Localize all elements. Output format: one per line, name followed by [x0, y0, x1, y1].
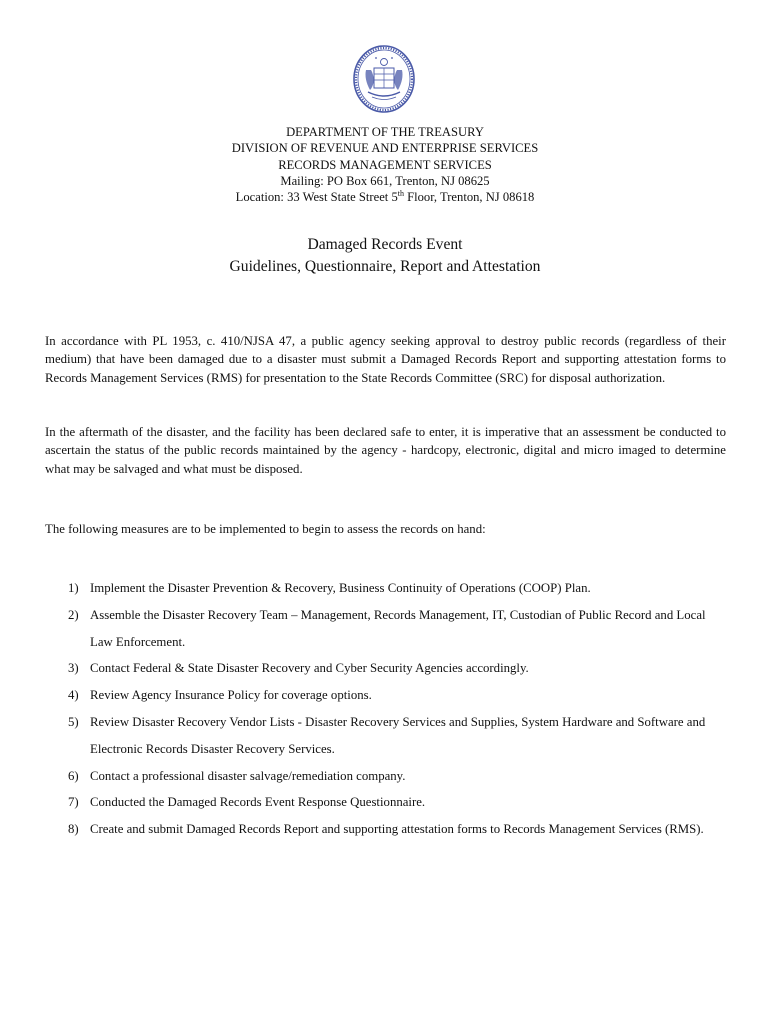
list-item-text: Create and submit Damaged Records Report and supporting attestation forms to Records Management Services (RMS). — [90, 822, 704, 837]
list-item-number: 7) — [68, 795, 79, 810]
list-item-text: Contact Federal & State Disaster Recovery and Cyber Security Agencies accordingly. — [90, 661, 529, 676]
measures-intro: The following measures are to be implemented to begin to assess the records on hand: — [45, 522, 486, 536]
list-item — [45, 655, 726, 682]
list-item — [45, 763, 726, 790]
assessment-paragraph: In the aftermath of the disaster, and the facility has been declared safe to enter, it is imperative that an assessment be conducted to ascertain the status of the public records maintained by the agency - hardcopy, electronic, digital and micro imaged to determine what may be salvaged and what must be disposed. — [45, 425, 726, 476]
list-item — [45, 709, 726, 763]
list-item-number: 2) — [68, 607, 79, 622]
list-item — [45, 575, 726, 602]
list-item — [45, 682, 726, 709]
location-ordinal: th — [397, 189, 404, 198]
list-item-text: Review Disaster Recovery Vendor Lists - Disaster Recovery Services and Supplies, System Hardware and Software and Electronic Records Disaster Recovery Services. — [90, 714, 706, 756]
header-location — [0, 189, 770, 205]
header-mailing: Mailing: PO Box 661, Trenton, NJ 08625 — [280, 173, 490, 188]
measures-list — [45, 575, 726, 843]
location-suffix: Floor, Trenton, NJ 08618 — [403, 190, 535, 205]
list-item-number: 8) — [68, 822, 79, 837]
title-line-1: Damaged Records Event — [307, 236, 463, 253]
list-item-number: 1) — [68, 581, 79, 595]
intro-paragraph: In accordance with PL 1953, c. 410/NJSA 47, a public agency seeking approval to destroy public records (regardless of their medium) that have been damaged due to a disaster must submit a Damaged Records Report and supporting attestation forms to Records Management Services (RMS) for presentation to the State Records Committee (SRC) for disposal authorization. — [45, 334, 726, 385]
list-item-text: Implement the Disaster Prevention & Recovery, Business Continuity of Operations (COOP) Plan. — [90, 581, 591, 595]
list-item-text: Contact a professional disaster salvage/remediation company. — [90, 768, 406, 783]
state-seal-icon — [352, 44, 416, 114]
list-item-number: 3) — [68, 661, 79, 676]
list-item-number: 4) — [68, 688, 79, 703]
header-division: DIVISION OF REVENUE AND ENTERPRISE SERVICES — [231, 141, 539, 156]
header-service: RECORDS MANAGEMENT SERVICES — [278, 157, 492, 172]
list-item-text: Review Agency Insurance Policy for coverage options. — [90, 688, 372, 703]
list-item — [45, 602, 726, 656]
list-item — [45, 816, 726, 843]
header-department: DEPARTMENT OF THE TREASURY — [286, 125, 484, 139]
location-prefix: Location: 33 West State Street 5 — [235, 190, 398, 205]
department-header — [0, 124, 770, 205]
list-item-text: Assemble the Disaster Recovery Team – Management, Records Management, IT, Custodian of Public Record and Local Law Enforcement. — [90, 607, 706, 649]
list-item-number: 6) — [68, 768, 79, 783]
list-item-number: 5) — [68, 714, 79, 729]
title-line-2: Guidelines, Questionnaire, Report and Attestation — [229, 258, 541, 275]
list-item-text: Conducted the Damaged Records Event Response Questionnaire. — [90, 795, 426, 810]
list-item — [45, 789, 726, 816]
document-title — [0, 234, 770, 278]
